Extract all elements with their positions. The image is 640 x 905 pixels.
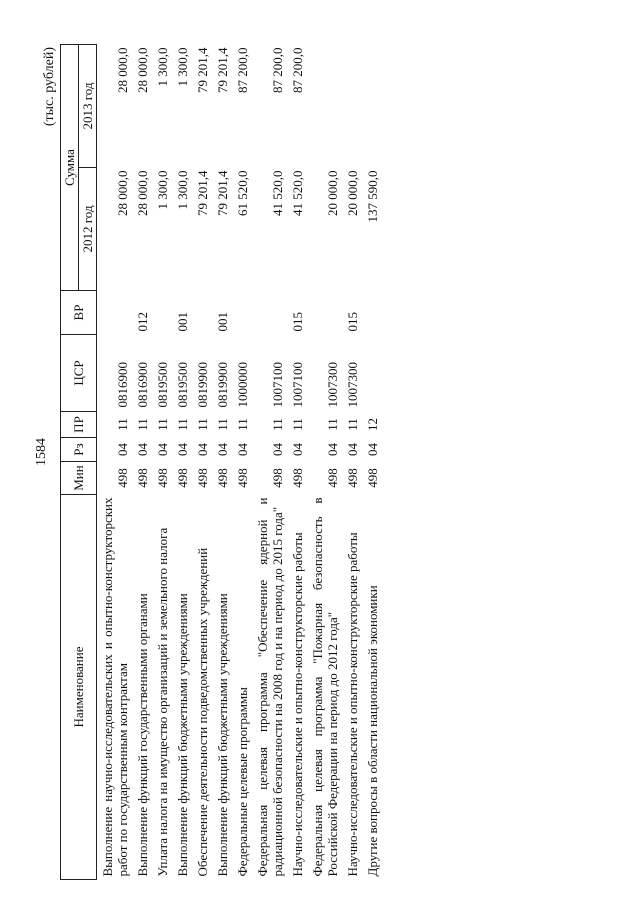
cell-csr: 1000000: [235, 362, 250, 408]
cell-rz: 04: [135, 443, 150, 456]
cell-y2013: 87 200,0: [235, 47, 250, 93]
cell-vr: [252, 291, 287, 335]
cell-min: 498: [135, 468, 150, 488]
cell-y2012: 1 300,0: [175, 170, 190, 210]
header-2013: 2013 год: [79, 45, 97, 168]
units-label: (тыс. рублей): [42, 47, 57, 127]
cell-y2013: 79 201,4: [215, 47, 230, 93]
cell-vr: [152, 291, 172, 335]
cell-csr: 1007100: [290, 362, 305, 408]
cell-rz: 04: [195, 443, 210, 456]
table-row: [252, 45, 287, 880]
cell-pr: 11: [115, 418, 130, 431]
cell-rz: 04: [235, 443, 250, 456]
cell-csr: 0819900: [195, 362, 210, 408]
budget-table-wrapper: [40, 45, 382, 880]
cell-y2012: 79 201,4: [215, 170, 230, 216]
cell-name: Научно-исследовательские и опытно-конструкторские работы: [290, 532, 305, 877]
cell-name: Выполнение научно-исследовательских и опытно-конструкторских работ по государственным контрактам: [100, 497, 130, 877]
cell-y2013: 79 201,4: [195, 47, 210, 93]
table-row: [132, 45, 152, 880]
header-min: Мин: [61, 462, 97, 495]
cell-name: Выполнение функций бюджетными учреждениями: [175, 593, 190, 877]
cell-pr: 12: [365, 418, 380, 431]
cell-name: Научно-исследовательские и опытно-конструкторские работы: [345, 532, 360, 877]
cell-vr: 001: [215, 312, 230, 332]
cell-y2013: [342, 45, 362, 168]
cell-min: 498: [175, 468, 190, 488]
header-csr: ЦСР: [61, 335, 97, 412]
table-row: [192, 45, 212, 880]
cell-y2012: 28 000,0: [135, 170, 150, 216]
cell-vr: [232, 291, 252, 335]
cell-y2012: 61 520,0: [235, 170, 250, 216]
cell-csr: 0816900: [135, 362, 150, 408]
cell-csr: 1007300: [325, 362, 340, 408]
cell-name: Обеспечение деятельности подведомственных учреждений: [195, 547, 210, 877]
cell-min: 498: [235, 468, 250, 488]
cell-pr: 11: [345, 418, 360, 431]
cell-name: Другие вопросы в области национальной экономики: [365, 585, 380, 877]
table-row: [342, 45, 362, 880]
table-body: [97, 45, 383, 880]
cell-y2012: 1 300,0: [155, 170, 170, 210]
cell-rz: 04: [155, 443, 170, 456]
cell-pr: 11: [235, 418, 250, 431]
cell-rz: 04: [325, 443, 340, 456]
table-row: [212, 45, 232, 880]
cell-y2013: 1 300,0: [175, 47, 190, 87]
header-name: Наименование: [61, 495, 97, 880]
cell-rz: 04: [115, 443, 130, 456]
cell-rz: 04: [175, 443, 190, 456]
cell-rz: 04: [270, 443, 285, 456]
budget-table: [60, 44, 382, 880]
cell-vr: [307, 291, 342, 335]
cell-csr: 0819500: [175, 362, 190, 408]
cell-vr: 015: [290, 312, 305, 332]
header-pr: ПР: [61, 412, 97, 438]
cell-vr: [362, 291, 382, 335]
cell-y2013: 28 000,0: [135, 47, 150, 93]
header-sum: Сумма: [61, 45, 79, 291]
cell-csr: 1007300: [345, 362, 360, 408]
cell-y2012: 28 000,0: [115, 170, 130, 216]
cell-vr: 015: [345, 312, 360, 332]
cell-y2012: 41 520,0: [290, 170, 305, 216]
cell-min: 498: [290, 468, 305, 488]
cell-csr: 0819900: [215, 362, 230, 408]
cell-min: 498: [270, 468, 285, 488]
cell-y2012: 20 000,0: [325, 170, 340, 216]
cell-y2013: 28 000,0: [115, 47, 130, 93]
cell-min: 498: [115, 468, 130, 488]
cell-y2013: 87 200,0: [290, 47, 305, 93]
cell-name: Федеральная целевая программа "Обеспечение ядерной и радиационной безопасности на 2008 год и на период до 2015 года": [255, 497, 285, 877]
cell-min: 498: [325, 468, 340, 488]
table-row: [307, 45, 342, 880]
cell-y2012: 41 520,0: [270, 170, 285, 216]
cell-rz: 04: [345, 443, 360, 456]
cell-y2012: 20 000,0: [345, 170, 360, 216]
cell-pr: 11: [135, 418, 150, 431]
page-number: 1584: [34, 438, 49, 466]
cell-pr: 11: [290, 418, 305, 431]
cell-pr: 11: [270, 418, 285, 431]
cell-pr: 11: [325, 418, 340, 431]
cell-csr: 1007100: [270, 362, 285, 408]
cell-min: 498: [345, 468, 360, 488]
cell-name: Выполнение функций государственными органами: [135, 593, 150, 877]
cell-y2013: 87 200,0: [270, 47, 285, 93]
cell-csr: [362, 335, 382, 412]
cell-name: Уплата налога на имущество организаций и земельного налога: [155, 527, 170, 877]
cell-name: Выполнение функций бюджетными учреждениями: [215, 593, 230, 877]
cell-y2012: 137 590,0: [365, 170, 380, 223]
cell-min: 498: [155, 468, 170, 488]
cell-y2013: 1 300,0: [155, 47, 170, 87]
cell-min: 498: [215, 468, 230, 488]
header-vr: ВР: [61, 291, 97, 335]
cell-pr: 11: [215, 418, 230, 431]
cell-vr: [97, 291, 133, 335]
cell-vr: [192, 291, 212, 335]
header-rz: Рз: [61, 438, 97, 462]
table-row: [362, 45, 382, 880]
table-row: [232, 45, 252, 880]
cell-pr: 11: [175, 418, 190, 431]
header-2012: 2012 год: [79, 168, 97, 291]
cell-name: Федеральные целевые программы: [235, 687, 250, 877]
cell-rz: 04: [215, 443, 230, 456]
cell-y2013: [362, 45, 382, 168]
table-row: [172, 45, 192, 880]
cell-min: 498: [365, 468, 380, 488]
cell-vr: 012: [135, 312, 150, 332]
table-row: [152, 45, 172, 880]
cell-vr: 001: [175, 312, 190, 332]
cell-y2012: 79 201,4: [195, 170, 210, 216]
table-row: [97, 45, 133, 880]
cell-csr: 0819500: [155, 362, 170, 408]
table-row: [287, 45, 307, 880]
cell-rz: 04: [365, 443, 380, 456]
cell-min: 498: [195, 468, 210, 488]
cell-name: Федеральная целевая программа "Пожарная безопасность в Российской Федерации на период до 2012 года": [310, 497, 340, 877]
table-header: [61, 45, 97, 880]
cell-csr: 0816900: [115, 362, 130, 408]
cell-rz: 04: [290, 443, 305, 456]
cell-pr: 11: [155, 418, 170, 431]
cell-y2013: [307, 45, 342, 168]
cell-pr: 11: [195, 418, 210, 431]
